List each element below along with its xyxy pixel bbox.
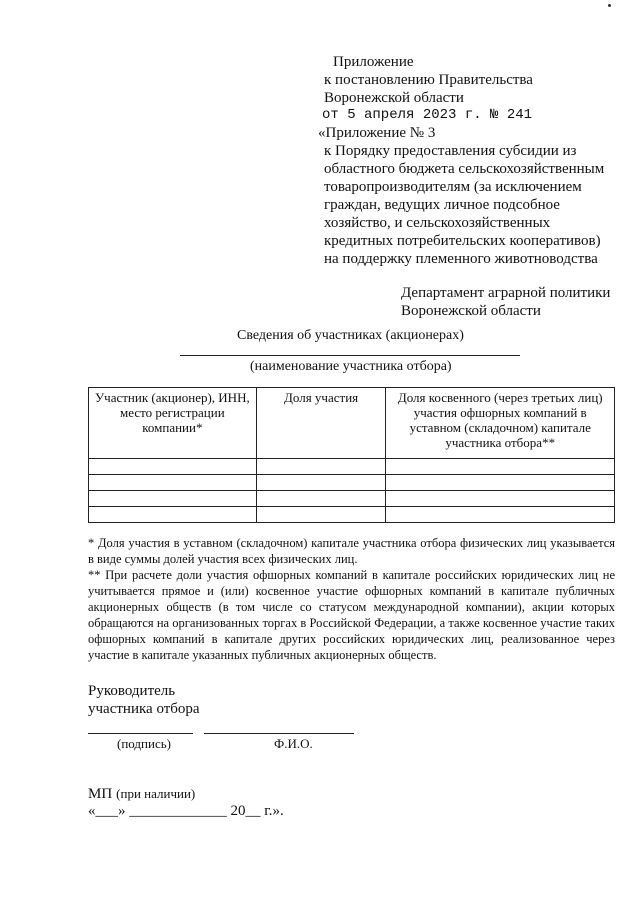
appendix-line: Воронежской области <box>324 90 464 106</box>
table-cell <box>256 491 386 507</box>
table-cell <box>256 507 386 523</box>
date-line <box>88 803 284 820</box>
signatory-role-line1: Руководитель <box>88 683 176 699</box>
document-title: Сведения об участниках (акционерах) <box>237 328 464 343</box>
header-share: Доля участия <box>256 388 386 459</box>
date-month: _____________ <box>129 803 227 819</box>
signatory-role-line2: участника отбора <box>88 701 200 717</box>
table-cell <box>386 507 615 523</box>
appendix-line: «Приложение № 3 <box>318 125 436 141</box>
header-offshore-share: Доля косвенного (через третьих лиц) участия офшорных компаний в уставном (складочном) капитале участника отбора** <box>386 388 615 459</box>
participants-table <box>88 387 615 523</box>
table-cell <box>256 475 386 491</box>
table-cell <box>386 459 615 475</box>
appendix-line: к Порядку предоставления субсидии из <box>324 143 577 159</box>
appendix-decree-date: от 5 апреля 2023 г. № 241 <box>322 107 533 123</box>
table-cell <box>89 507 257 523</box>
table-row <box>89 507 615 523</box>
participant-name-underline <box>180 355 520 356</box>
appendix-line: хозяйство, и сельскохозяйственных <box>324 215 551 231</box>
signature-caption: (подпись) <box>117 736 171 751</box>
table-cell <box>89 459 257 475</box>
stamp-line <box>88 785 195 803</box>
appendix-line: граждан, ведущих личное подсобное <box>324 197 560 213</box>
table-cell <box>89 491 257 507</box>
participant-name-caption: (наименование участника отбора) <box>250 359 452 374</box>
table-row <box>89 459 615 475</box>
footnote-1: * Доля участия в уставном (складочном) капитале участника отбора физических лиц указывается в виде суммы долей участия всех физических лиц. <box>88 536 615 566</box>
table-header-row <box>89 388 615 459</box>
table-cell <box>89 475 257 491</box>
full-name-caption: Ф.И.О. <box>274 736 313 751</box>
department-name-line2: Воронежской области <box>401 303 541 319</box>
footnote-2: ** При расчете доли участия офшорных компаний в капитале российских юридических лиц не учитывается прямое и (или) косвенное участие офшорных компаний в капитале публичных акционерных обществ (в том числе со статусом международной компании), акции которых обращаются на организованных торгах в Российской Федерации, а также косвенное участие таких офшорных компаний в капитале других российских юридических лиц, реализованное через участие в капитале указанных публичных акционерных обществ. <box>88 568 615 662</box>
header-participant: Участник (акционер), ИНН, место регистрации компании* <box>89 388 257 459</box>
table-cell <box>256 459 386 475</box>
table-row <box>89 475 615 491</box>
appendix-line: Приложение <box>333 54 414 70</box>
footnotes <box>88 535 615 663</box>
department-name-line1: Департамент аграрной политики <box>401 285 611 301</box>
full-name-underline <box>204 733 354 734</box>
stamp-label: МП <box>88 786 113 802</box>
appendix-line: областного бюджета сельскохозяйственным <box>324 161 605 177</box>
scan-speck <box>608 4 611 7</box>
table-row <box>89 491 615 507</box>
table-cell <box>386 491 615 507</box>
appendix-line: на поддержку племенного животноводства <box>324 251 598 267</box>
date-day: «___» <box>88 803 130 819</box>
appendix-line: кредитных потребительских кооперативов) <box>324 233 601 249</box>
table-cell <box>386 475 615 491</box>
stamp-note: (при наличии) <box>116 786 196 801</box>
appendix-line: к постановлению Правительства <box>324 72 533 88</box>
appendix-line: товаропроизводителям (за исключением <box>324 179 582 195</box>
date-year: 20__ г.». <box>226 803 284 819</box>
signature-underline <box>88 733 193 734</box>
